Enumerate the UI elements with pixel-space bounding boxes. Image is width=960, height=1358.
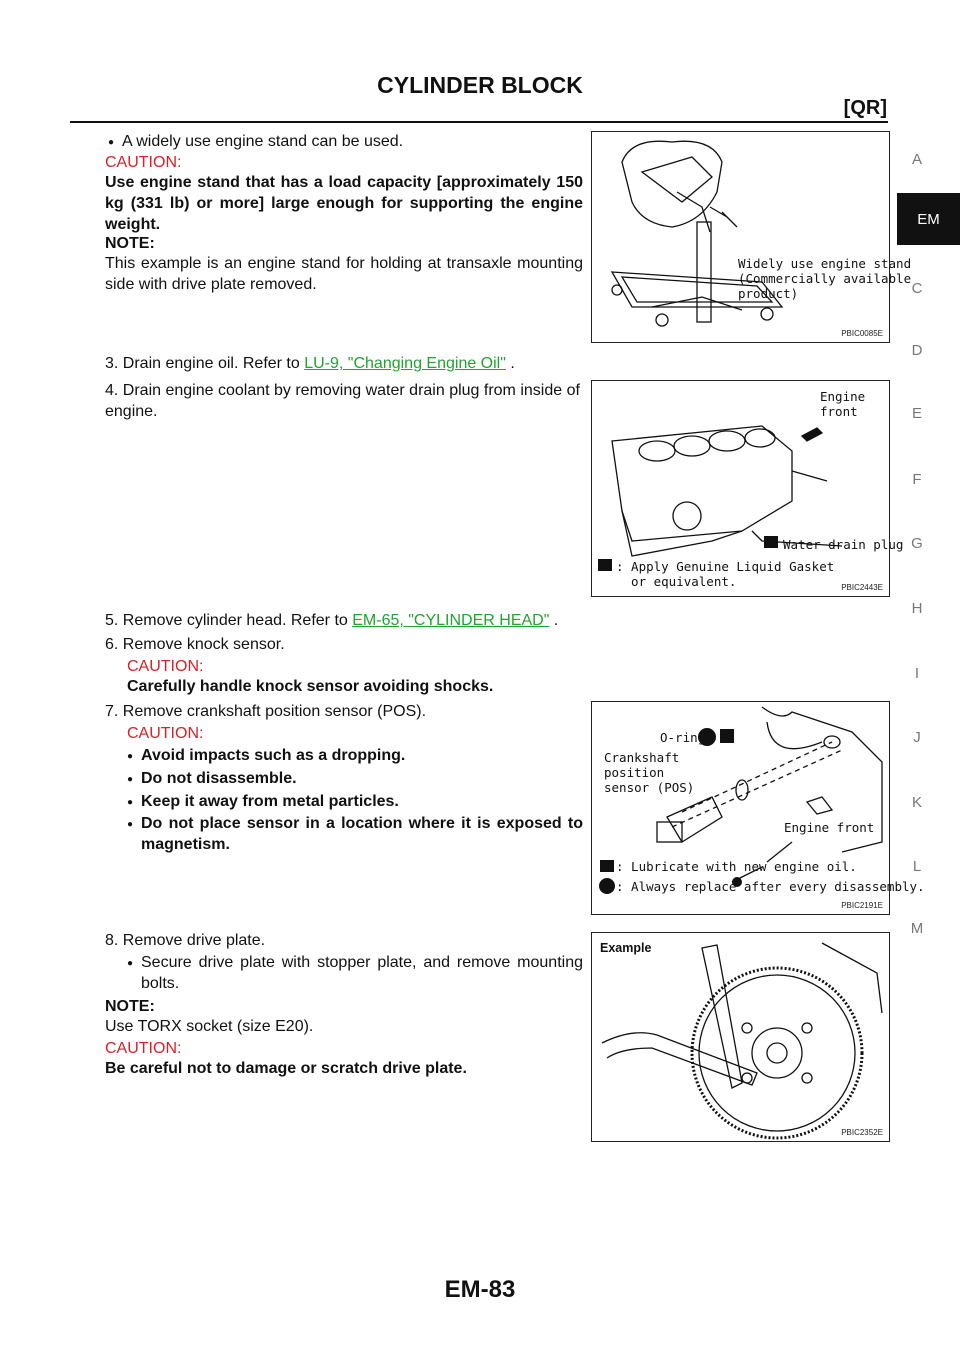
legend-lubricate: : Lubricate with new engine oil. xyxy=(616,859,857,874)
note-label: NOTE: xyxy=(105,998,155,1015)
side-index-g[interactable]: G xyxy=(911,535,923,552)
side-index-i[interactable]: I xyxy=(914,665,920,682)
side-index-h[interactable]: H xyxy=(911,600,923,617)
caution-label: CAUTION: xyxy=(105,1040,182,1057)
step-8: 8. Remove drive plate. xyxy=(105,932,266,949)
caution-bullet: ● Do not place sensor in a location where it is exposed to magnetism. xyxy=(141,813,583,855)
side-index-f[interactable]: F xyxy=(912,471,922,488)
step-6: 6. Remove knock sensor. xyxy=(105,636,285,653)
label-engine-front: Engine front xyxy=(820,389,866,419)
page-number: EM-83 xyxy=(444,1276,516,1303)
figure-code: PBIC2352E xyxy=(841,1128,883,1137)
figure-crankshaft-sensor xyxy=(591,701,925,915)
figure-engine-stand-label: Widely use engine stand (Commercially available product) xyxy=(738,256,912,301)
caution-text: Carefully handle knock sensor avoiding shocks. xyxy=(127,678,494,695)
label-crankshaft-sensor: Crankshaft position sensor (POS) xyxy=(604,750,695,795)
side-index-e[interactable]: E xyxy=(911,405,922,422)
side-index-em[interactable]: EM xyxy=(897,193,960,245)
side-index-j[interactable]: J xyxy=(913,729,921,746)
caution-bullet: ● Do not disassemble. xyxy=(141,768,581,789)
link-em-65[interactable]: EM-65, "CYLINDER HEAD" xyxy=(352,612,550,629)
label-o-ring: O-ring xyxy=(660,730,706,745)
side-index-l[interactable]: L xyxy=(912,858,922,875)
label-water-drain-plug: Water drain plug xyxy=(783,537,904,552)
drive-plate-illustration xyxy=(592,933,889,1141)
caution-label: CAUTION: xyxy=(127,658,204,675)
link-lu-9[interactable]: LU-9, "Changing Engine Oil" xyxy=(304,355,506,372)
legend-gasket: : Apply Genuine Liquid Gasket or equivalent. xyxy=(616,559,835,589)
caution-text: Use engine stand that has a load capacity [approximately 150 kg (331 lb) or more] large enough for supporting the engine weight. xyxy=(105,174,583,233)
caution-bullet: ● Keep it away from metal particles. xyxy=(141,791,581,812)
caution-bullet: ● Avoid impacts such as a dropping. xyxy=(141,745,581,766)
figure-water-drain xyxy=(591,380,904,597)
section-tag: [QR] xyxy=(843,97,887,119)
note-label: NOTE: xyxy=(105,235,155,252)
step-5: 5. Remove cylinder head. Refer to EM-65, "CYLINDER HEAD" . xyxy=(105,612,559,629)
side-index-a[interactable]: A xyxy=(911,151,922,168)
figure-drive-plate xyxy=(591,932,890,1142)
figure-engine-stand xyxy=(591,131,912,343)
engine-stand-illustration xyxy=(592,132,889,342)
step-7: 7. Remove crankshaft position sensor (POS). xyxy=(105,703,427,720)
figure-code: PBIC0085E xyxy=(841,329,883,338)
step-4: 4. Drain engine coolant by removing water drain plug from inside of engine. xyxy=(105,382,580,420)
legend-replace: : Always replace after every disassembly. xyxy=(616,879,925,894)
step-3: 3. Drain engine oil. Refer to LU-9, "Changing Engine Oil" . xyxy=(105,355,515,372)
caution-text: Be careful not to damage or scratch drive plate. xyxy=(105,1060,467,1077)
figure-code: PBIC2191E xyxy=(841,901,883,910)
header-rule xyxy=(70,121,888,123)
bullet-engine-stand: ● A widely use engine stand can be used. xyxy=(122,131,582,152)
side-index-d[interactable]: D xyxy=(911,342,923,359)
note-text: Use TORX socket (size E20). xyxy=(105,1018,314,1035)
caution-label: CAUTION: xyxy=(127,725,204,742)
note-text: This example is an engine stand for holding at transaxle mounting side with drive plate removed. xyxy=(105,255,583,293)
page-title: CYLINDER BLOCK xyxy=(377,72,583,98)
side-index-k[interactable]: K xyxy=(911,794,922,811)
side-index-c[interactable]: C xyxy=(911,280,923,297)
label-example: Example xyxy=(600,941,652,955)
bullet-drive-plate: ● Secure drive plate with stopper plate, and remove mounting bolts. xyxy=(141,952,583,994)
side-index-m[interactable]: M xyxy=(910,920,924,937)
figure-code: PBIC2443E xyxy=(841,583,883,592)
caution-label: CAUTION: xyxy=(105,154,182,171)
label-engine-front: Engine front xyxy=(784,820,875,835)
